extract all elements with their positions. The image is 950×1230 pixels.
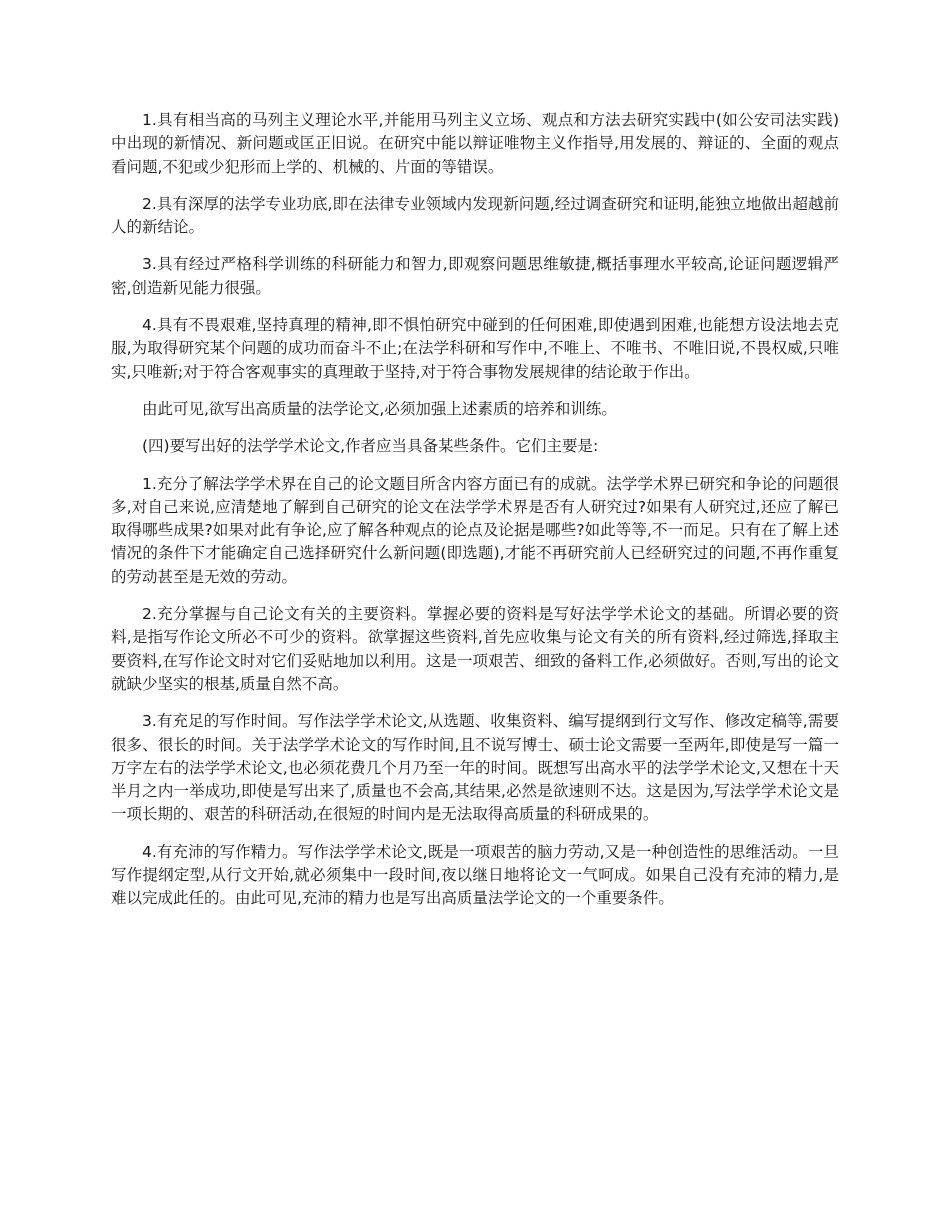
paragraph-condition-4: 4.有充沛的写作精力。写作法学学术论文,既是一项艰苦的脑力劳动,又是一种创造性的思维活动。一旦写作提纲定型,从行文开始,就必须集中一段时间,夜以继日地将论文一气呵成。如果自己没有充沛的精力,是难以完成此任的。由此可见,充沛的精力也是写出高质量法学论文的一个重要条件。 [111, 842, 839, 908]
document-body [111, 109, 839, 925]
paragraph-requirement-3: 3.具有经过严格科学训练的科研能力和智力,即观察问题思维敏捷,概括事理水平较高,论证问题逻辑严密,创造新见能力很强。 [111, 255, 839, 297]
paragraph-section-4-heading: (四)要写出好的法学学术论文,作者应当具备某些条件。它们主要是: [142, 437, 599, 456]
paragraph-condition-1: 1.充分了解法学学术界在自己的论文题目所含内容方面已有的成就。法学学术界已研究和争论的问题很多,对自己来说,应清楚地了解到自己研究的论文在法学学术界是否有人研究过?如果有人研究过,还应了解已取得哪些成果?如果对此有争论,应了解各种观点的论点及论据是哪些?如此等等,不一而足。只有在了解上述情况的条件下才能确定自己选择研究什么新问题(即选题),才能不再研究前人已经研究过的问题,不再作重复的劳动甚至是无效的劳动。 [111, 474, 839, 586]
paragraph-requirement-4: 4.具有不畏艰难,坚持真理的精神,即不惧怕研究中碰到的任何困难,即使遇到困难,也能想方设法地去克服,为取得研究某个问题的成功而奋斗不止;在法学科研和写作中,不唯上、不唯书、不唯旧说,不畏权威,只唯实,只唯新;对于符合客观事实的真理敢于坚持,对于符合事物发展规律的结论敢于作出。 [111, 316, 839, 381]
paragraph-requirement-2: 2.具有深厚的法学专业功底,即在法律专业领域内发现新问题,经过调查研究和证明,能独立地做出超越前人的新结论。 [111, 194, 839, 237]
paragraph-condition-2: 2.充分掌握与自己论文有关的主要资料。掌握必要的资料是写好法学学术论文的基础。所谓必要的资料,是指写作论文所必不可少的资料。欲掌握这些资料,首先应收集与论文有关的所有资料,经过筛选,择取主要资料,在写作论文时对它们妥贴地加以利用。这是一项艰苦、细致的备料工作,必须做好。否则,写出的论文就缺少坚实的根基,质量自然不高。 [111, 605, 839, 693]
paragraph-summary: 由此可见,欲写出高质量的法学论文,必须加强上述素质的培养和训练。 [142, 399, 617, 418]
paragraph-requirement-1: 1.具有相当高的马列主义理论水平,并能用马列主义立场、观点和方法去研究实践中(如公安司法实践)中出现的新情况、新问题或匡正旧说。在研究中能以辩证唯物主义作指导,用发展的、辩证的、全面的观点看问题,不犯或少犯形而上学的、机械的、片面的等错误。 [111, 111, 839, 176]
paragraph-condition-3: 3.有充足的写作时间。写作法学学术论文,从选题、收集资料、编写提纲到行文写作、修改定稿等,需要很多、很长的时间。关于法学学术论文的写作时间,且不说写博士、硕士论文需要一至两年,即使是写一篇一万字左右的法学学术论文,也必须花费几个月乃至一年的时间。既想写出高水平的法学学术论文,又想在十天半月之内一举成功,即使是写出来了,质量也不会高,其结果,必然是欲速则不达。这是因为,写法学学术论文是一项长期的、艰苦的科研活动,在很短的时间内是无法取得高质量的科研成果的。 [111, 712, 839, 824]
